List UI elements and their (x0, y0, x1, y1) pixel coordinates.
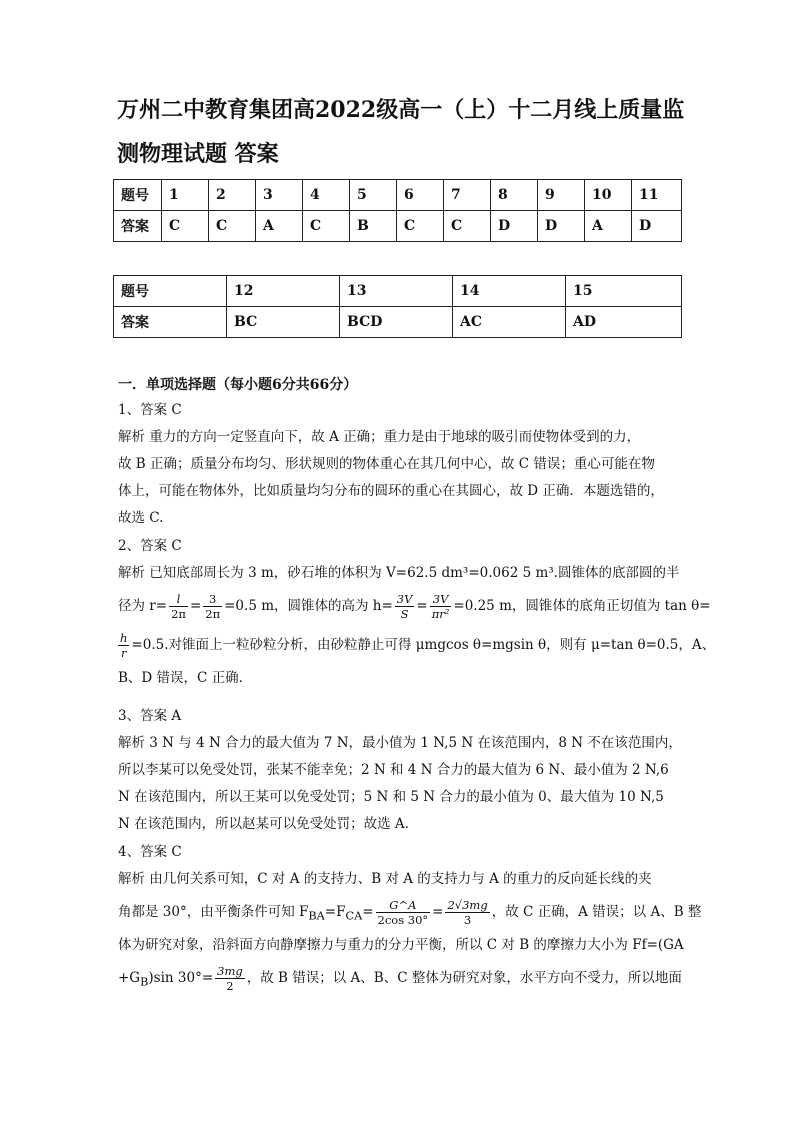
fraction (118, 631, 129, 660)
text-run: =0.5.对锥面上一粒砂粒分析，由砂粒静止可得 μmgcos θ=mgsin θ，则有 μ=tan θ=0.5，A、 (131, 637, 716, 653)
table-cell: 12 (227, 276, 340, 307)
question-3-block (118, 703, 682, 838)
table-cell: 6 (397, 180, 444, 211)
table-cell: C (397, 211, 444, 242)
table-row-header (114, 180, 682, 211)
table-cell: D (632, 211, 682, 242)
explanation-line-with-fractions (118, 626, 716, 665)
fraction-numerator: 3V (396, 592, 413, 606)
table-cell: 答案 (114, 211, 162, 242)
table-cell: 7 (444, 180, 491, 211)
fraction-denominator: 2 (226, 979, 234, 993)
subscript: BA (308, 909, 325, 923)
table-cell: C (162, 211, 209, 242)
explanation-line: 体上，可能在物体外，比如质量均匀分布的圆环的重心在其圆心，故 D 正确．本题选错的， (118, 483, 664, 499)
table-cell: 9 (538, 180, 585, 211)
explanation-line: 解析 由几何关系可知，C 对 A 的支持力、B 对 A 的支持力与 A 的重力的反向延长线的夹 (118, 871, 652, 887)
fraction-numerator: 3 (203, 592, 222, 607)
table-row-answers (114, 307, 682, 338)
answer-line: 4、答案 C (118, 844, 182, 860)
explanation-line: 故 B 正确；质量分布均匀、形状规则的物体重心在其几何中心，故 C 错误；重心可能在物 (118, 456, 655, 472)
table-cell: BCD (340, 307, 453, 338)
subscript: CA (345, 909, 363, 923)
table-cell: A (256, 211, 303, 242)
table-cell: AD (566, 307, 682, 338)
explanation-line: 故选 C. (118, 510, 164, 526)
text-run: =F (324, 904, 346, 920)
explanation-line: 解析 重力的方向一定竖直向下，故 A 正确；重力是由于地球的吸引而使物体受到的力， (118, 429, 641, 445)
fraction-numerator: 3mg (217, 964, 243, 978)
explanation-line-with-fractions (118, 893, 702, 932)
answer-line: 1、答案 C (118, 402, 182, 418)
table-cell: 14 (453, 276, 566, 307)
answer-line: 3、答案 A (118, 708, 182, 724)
text-run: 径为 r= (118, 598, 168, 614)
fraction (215, 964, 245, 993)
fraction-denominator: 3 (463, 913, 472, 927)
table-cell: 4 (303, 180, 350, 211)
text-run: )sin 30°= (148, 970, 214, 986)
table-cell: 题号 (114, 276, 227, 307)
text-run: = (416, 598, 428, 614)
table-cell: D (538, 211, 585, 242)
text-run: =0.25 m，圆锥体的底角正切值为 tan θ= (453, 598, 711, 614)
explanation-line: N 在该范围内，所以王某可以免受处罚；5 N 和 5 N 合力的最小值为 0、最大值为 10 N,5 (118, 789, 664, 805)
table-cell: AC (453, 307, 566, 338)
question-2-block (118, 533, 716, 692)
fraction-numerator: 3V (430, 592, 452, 607)
fraction (376, 898, 431, 927)
answer-table-2 (113, 275, 682, 338)
table-cell: 15 (566, 276, 682, 307)
fraction-denominator: S (400, 607, 409, 621)
table-cell: 1 (162, 180, 209, 211)
text-run: ，故 C 正确，A 错误；以 A、B 整 (491, 904, 702, 920)
table-row-header (114, 276, 682, 307)
answer-line: 2、答案 C (118, 538, 182, 554)
table-cell: 题号 (114, 180, 162, 211)
table-cell: 13 (340, 276, 453, 307)
table-cell: 3 (256, 180, 303, 211)
explanation-line: B、D 错误，C 正确． (118, 670, 253, 686)
subscript: B (140, 975, 149, 989)
fraction-numerator: 2√3mg (447, 898, 488, 912)
document-title-line-2: 测物理试题 答案 (117, 141, 279, 167)
table-cell: BC (227, 307, 340, 338)
table-cell: C (444, 211, 491, 242)
fraction-denominator: πr² (431, 607, 450, 621)
fraction (169, 592, 188, 621)
fraction-denominator: 2π (205, 607, 221, 621)
table-cell: B (350, 211, 397, 242)
table-cell: 11 (632, 180, 682, 211)
explanation-line: 解析 3 N 与 4 N 合力的最大值为 7 N，最小值为 1 N,5 N 在该范围内，8 N 不在该范围内， (118, 735, 682, 751)
question-4-block (118, 839, 702, 998)
document-title-line-1: 万州二中教育集团高2022级高一（上）十二月线上质量监 (117, 97, 685, 123)
text-run: ，故 B 错误；以 A、B、C 整体为研究对象，水平方向不受力，所以地面 (246, 970, 682, 986)
table-cell: A (585, 211, 632, 242)
section-heading: 一．单项选择题（每小题6分共66分） (118, 377, 358, 393)
explanation-line-with-fractions (118, 959, 682, 998)
explanation-line: 解析 已知底部周长为 3 m，砂石堆的体积为 V=62.5 dm³=0.062 5 m³.圆锥体的底部圆的半 (118, 565, 680, 581)
table-cell: 答案 (114, 307, 227, 338)
fraction-numerator: G^A (376, 898, 431, 913)
fraction (445, 898, 489, 927)
fraction (395, 592, 415, 621)
table-cell: 10 (585, 180, 632, 211)
table-cell: 2 (209, 180, 256, 211)
fraction-numerator: l (169, 592, 188, 607)
fraction-denominator: r (120, 646, 127, 660)
text-run: = (189, 598, 202, 614)
explanation-line-with-fractions (118, 587, 711, 626)
table-cell: 5 (350, 180, 397, 211)
fraction-denominator: 2π (171, 607, 186, 621)
fraction (203, 592, 222, 621)
answer-table-1 (113, 179, 682, 242)
text-run: +G (118, 970, 141, 986)
explanation-line: 体为研究对象，沿斜面方向静摩擦力与重力的分力平衡，所以 C 对 B 的摩擦力大小为 Ff=(GA (118, 937, 684, 953)
fraction-numerator: h (120, 631, 128, 645)
question-1-block (118, 397, 682, 532)
explanation-line: N 在该范围内，所以赵某可以免受处罚；故选 A. (118, 816, 409, 832)
text-run: = (362, 904, 374, 920)
fraction-denominator: 2cos 30° (377, 913, 429, 927)
text-run: 角都是 30°，由平衡条件可知 F (118, 904, 309, 920)
table-row-answers (114, 211, 682, 242)
explanation-line: 所以李某可以免受处罚，张某不能幸免；2 N 和 4 N 合力的最大值为 6 N、最小值为 2 N,6 (118, 762, 669, 778)
text-run: = (432, 904, 444, 920)
text-run: =0.5 m，圆锥体的高为 h= (224, 598, 393, 614)
table-cell: C (303, 211, 350, 242)
fraction (430, 592, 452, 621)
table-cell: D (491, 211, 538, 242)
table-cell: C (209, 211, 256, 242)
table-cell: 8 (491, 180, 538, 211)
